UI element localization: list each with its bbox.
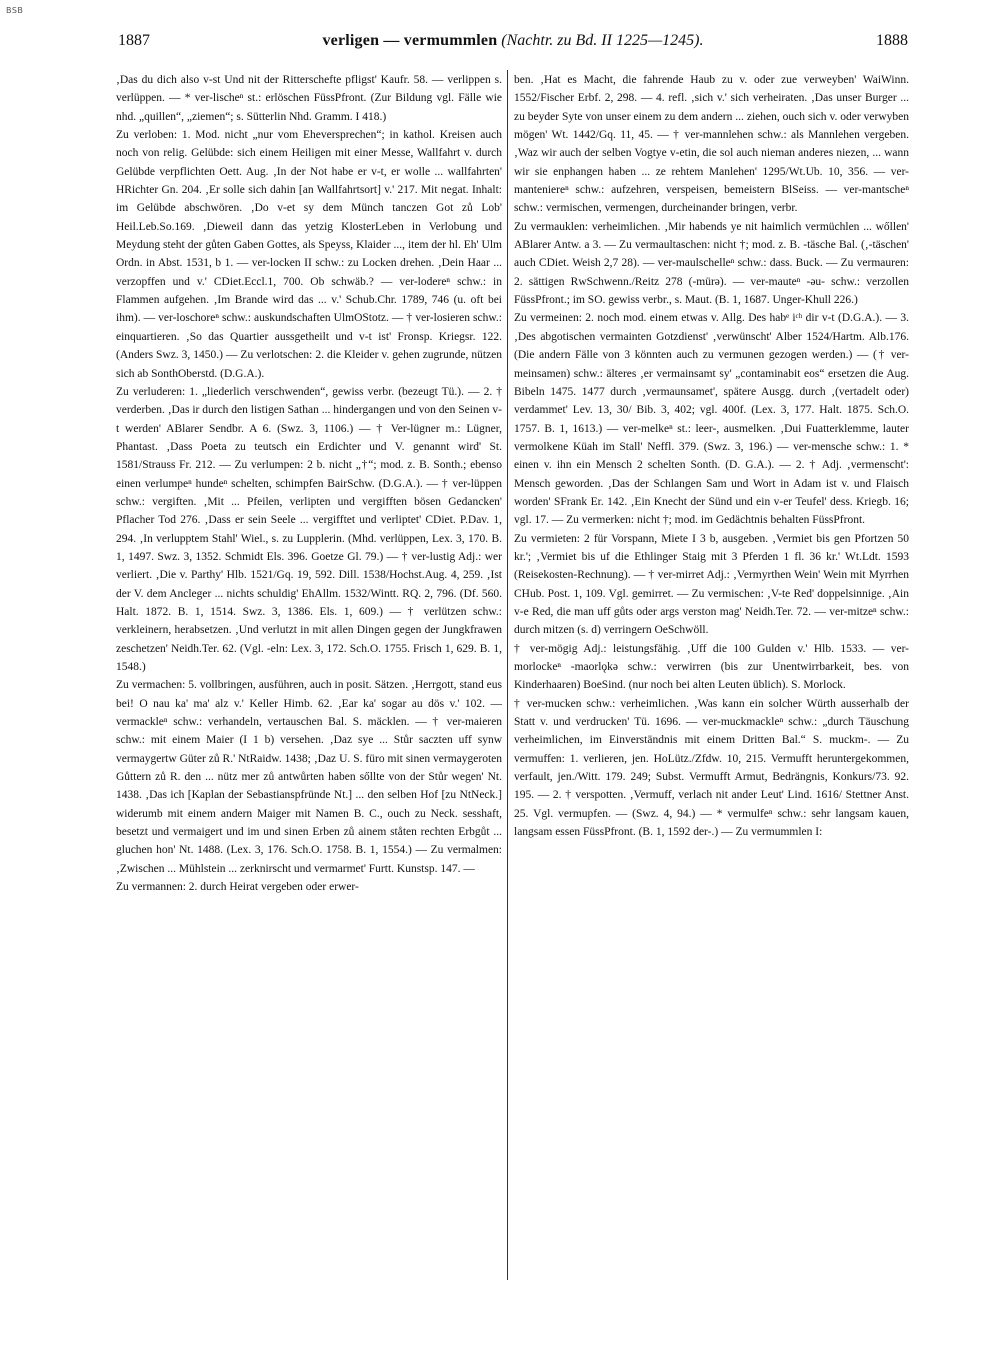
right-column bbox=[514, 71, 909, 841]
entry-range: verligen — vermummlen bbox=[322, 32, 498, 49]
supplement-note: (Nachtr. zu Bd. II 1225—1245). bbox=[501, 32, 704, 49]
column-divider bbox=[507, 70, 508, 1280]
library-watermark: BSB bbox=[6, 6, 24, 15]
page-number-right: 1888 bbox=[876, 32, 908, 49]
right-column-text: ben. ‚Hat es Macht, die fahrende Haub zu v. oder zue verweyben' WaiWinn. 1552/Fischer Erbf. 2, 298. — 4. refl. ‚sich v.' sich verheiraten. ‚Das unser Burger ... zu beyder Syte von unser einem zu dem andern ... ziehen, ouch sich v. oder verwyben mögen' Wt. 1442/Gq. 11, 45. — † ver-mannlehen schw.: als Mannlehen vergeben. ‚Waz wir auch der selben Vogtye v-etin, die sol auch nieman anderes niezen, ... wann wir sie enphangen haben ... ze rehtem Manlehen' 1295/Wt.Ub. 10, 356. — ver-manteniereⁿ schw.: aufzehren, verspeisen, bemeistern BlSeiss. — ver-mantscheⁿ schw.: vermischen, vermengen, durcheinander bringen, verbr. Zu vermauklen: verheimlichen. ‚Mir habends ye nit haimlich vermüchlen ... wőllen' ABlarer Antw. a 3. — Zu vermaultaschen: nicht †; mod. z. B. -täsche Bal. (‚-täschen' auch CDiet. Weish 2,7 28). — ver-maulschelleⁿ schw.: dass. Buck. — Zu vermauren: 2. sättigen RwSchwenn./Reitz 278 (-mürə). — ver-mauteⁿ -əu- schw.: verzollen FüssPfront.; im SO. gewiss verbr., s. Maut. (B. 1, 1687. Unger-Khull 226.) Zu vermeinen: 2. noch mod. einem etwas v. Allg. Des habᵉ iᶜʰ dir v-t (D.G.A.). — 3. ‚Des abgotischen vermainten Gotzdienst' ‚verwünscht' Alber 1524/Hartm. Alb.176. (Die andern Fälle von 3 könnten auch zu vermunen gezogen werden.) — († ver-meinsamen) schw.: älteres ‚er vermainsamt sy' „contaminabit eos“ ersetzen die Aug. Bibeln 1475. 1477 durch ‚vermaunsamet', spätere Ausgg. durch ‚(vertadelt oder) verdammet' Lev. 13, 30/ Bib. 3, 402; vgl. 400f. (Lex. 3, 177. Halt. 1875. Sch.O. 1757. B. 1, 1613.) — ver-melkeⁿ st.: leer-, ausmelken. ‚Dui Fuatterklemme, lauter vermolkene Küah im Stall' Neffl. 379. (Swz. 3, 196.) — ver-mensche schw.: 1. * einen v. ihn ein Mensch 2 schelten Sonth. (D. G.A.). — 2. † Adj. ‚vermenscht': Mensch geworden. ‚Das der Schlangen Sam und Wort in Adam ist v. und Flaisch worden' SFrank Er. 142. ‚Ein Knecht der Sünd und ein v-er Teufel' dess. Kriegb. 16; vgl. 17. — Zu vermerken: nicht †; mod. im Gedächtnis behalten FüssPfront. Zu vermieten: 2 für Vorspann, Miete I 3 b, ausgeben. ‚Vermiet bis gen Pfortzen 50 kr.'; ‚Vermiet bis uf die Ethlinger Staig mit 3 Pferden 1 fl. 36 kr.' Wt.Ldt. 1593 (Reisekosten-Rechnung). — † ver-mirret Adj.: ‚Vermyrthen Wein' Wein mit Myrrhen CHub. Post. 1, 109. Vgl. gemirret. — Zu vermischen: ‚V-te Red' doppelsinnige. ‚Ain v-e Red, die man uff gůts oder args verston mag' Neidh.Ter. 72. — ver-mitzeⁿ schw.: durch mitzen (s. d) verringern OeSchwöll. † ver-mögig Adj.: leistungsfähig. ‚Uff die 100 Gulden v.' Hlb. 1533. — ver-morlockeⁿ -maorlǫkə schw.: verwirren (bis zur Unentwirrbarkeit, bes. von Kinderhaaren) BoeSind. (nur noch bei alten Leuten üblich). S. Morlock. † ver-mucken schw.: verheimlichen. ‚Was kann ein solcher Würth ausserhalb der Statt v. und verdrucken' Tü. 1696. — ver-muckmackleⁿ schw.: „durch Täuschung verheimlichen, im Einverständnis mit einem Dritten Bal.“ S. muckm-. — Zu vermuffen: 1. verlieren, jen. HoLütz./Zfdw. 10, 215. Vermufft heruntergekommen, verfault, jen./Witt. 179. 249; Subst. Vermufft Armut, Bedrängnis, Konkurs/73. 92. 195. — 2. † verspotten. ‚Vermuff, verlach nit ander Leut' Lind. 1616/ Stettner Anst. 25. Vgl. vermupfen. — (Swz. 4, 94.) — * vermulfeⁿ schw.: sehr langsam kauen, langsam essen FüssPfront. (B. 1, 1592 der-.) — Zu vermummlen I: bbox=[514, 74, 909, 839]
left-column-text: ‚Das du dich also v-st Und nit der Ritterschefte pfligst' Kaufr. 58. — verlippen s. verlüppen. — * ver-lischeⁿ st.: erlöschen FüssPfront. (Zur Bildung vgl. Fälle wie nhd. „quillen“, „ziemen“; s. Sütterlin Nhd. Gramm. I 418.) Zu verloben: 1. Mod. nicht „nur vom Eheversprechen“; in kathol. Kreisen auch noch von relig. Gelübde: sich einem Heiligen mit einer Messe, Wallfahrt v. durch Gelübde verpflichten Oett. Aug. ‚In der Not habe er v-t, er wolle ... wallfahrten' HRichter Gn. 204. ‚Er solle sich dahin [an Wallfahrtsort] v.' 217. Mit negat. Inhalt: im Gelübde abschwören. ‚Do v-et sy dem Münch tanczen Got zů Lob' Heil.Leb.So.169. ‚Dieweil dann das yetzig KlosterLeben in Verlobung und Meydung steht der gůten Gaben Gottes, als Speyss, Klaider ..., item der hl. Eh' Ulm Ordn. in Abst. 1531, b 1. — ver-locken II schw.: zu Locken drehen. ‚Dein Haar ... verzopffen und v.' CDiet.Eccl.1, 700. Ob schwäb.? — ver-lodereⁿ schw.: in Flammen aufgehen. ‚Im Brande wird das ... v.' Schub.Chr. 1789, 746 (u. oft bei ihm). — ver-loschoreⁿ schw.: auskundschaften UlmOStotz. — † ver-losieren schw.: einquartieren. ‚So das Quartier aussgetheilt und v-t ist' Fronsp. Kriegsr. 122. (Anders Swz. 3, 1450.) — Zu verlotschen: 2. die Kleider v. gehen zugrunde, nützen sich ab SonthOberstd. (D.G.A.). Zu verluderen: 1. „liederlich verschwenden“, gewiss verbr. (bezeugt Tü.). — 2. † verderben. ‚Das ir durch den listigen Sathan ... hindergangen und von den Seinen v-t werden' ABlarer Sendbr. A 6. (Swz. 3, 1106.) — † Ver-lügner m.: Lügner, Phantast. ‚Dass Poeta zu teutsch ein Erdichter und V. genannt wird' St. 1581/Strauss Fr. 212. — Zu verlumpen: 2 b. nicht „†“; mod. z. B. Sonth.; ebenso einen verlumpeⁿ hundeⁿ schelten, schimpfen BairSchw. (D.G.A.). — † ver-lüppen schw.: vergiften. ‚Mit ... Pfeilen, verlipten und vergifften bösen Gedancken' Pflacher Tod 276. ‚Dass er sein Seele ... vergifftet und verliptet' CDiet. P.Dav. 1, 294. ‚In verlupptem Stahl' Wiel., s. zu Lupplerin. (Mhd. verlüppen, Lex. 3, 170. B. 1, 1497. Swz. 3, 1352. Schmidt Els. 396. Goetze Gl. 79.) — † ver-lustig Adj.: wer verliert. ‚Die v. Parthy' Hlb. 1521/Gq. 19, 592. Dill. 1538/Hochst.Aug. 4, 259. ‚Ist der V. dem Ancleger ... nichts schuldig' EhAllm. 1532/Wintt. RQ. 2, 796. (Df. 560. Halt. 1872. B. 1, 1514. Swz. 3, 1386. Els. 1, 609.) — † verlützen schw.: verkleinern, herabsetzen. ‚Und verlutzt in mit allen Dingen gegen der Jungkfrawen zeschetzen' Neidh.Ter. 62. (Vgl. -eln: Lex. 3, 172. Sch.O. 1755. Frisch 1, 629. B. 1, 1548.) Zu vermachen: 5. vollbringen, ausführen, auch in posit. Sätzen. ‚Herrgott, stand eus bei! O nau ka' ma' alz v.' Keller Himb. 62. ‚Ear ka' sogar au dös v.' 102. — vermackleⁿ schw.: verhandeln, vertauschen Bal. S. mäcklen. — † ver-maieren schw.: mit einem Maier (I 1 b) versehen. ‚Daz sye ... Stůr saczten uff synw vermaygertw Güter zů R.' NtRaidw. 1438; ‚Daz U. S. füro mit sinen vermaygeroten Gůttern zů R. den ... nütz mer zů antwůrten haben sőllte von der Stůr wegen' Nt. 1438. ‚Das ich [Kaplan der Sebastianspfründe Nt.] ... den selben Hof [zu NtNeck.] widerumb mit einem andern Maiger mit Namen B. C., ouch zu Neck. sesshaft, besetzt und vermaigert und im und sinen Erben zů ainem ståten rechten Erbgůt ... gluchen hon' Nt. 1488. (Lex. 3, 176. Sch.O. 1758. B. 1, 1554.) — Zu vermalmen: ‚Zwischen ... Mühlstein ... zerknirscht und vermarmet' Furtt. Kunstsp. 147. — Zu vermannen: 2. durch Heirat vergeben oder erwer- bbox=[116, 74, 502, 894]
running-title bbox=[118, 32, 908, 50]
left-column bbox=[116, 71, 502, 896]
page-header bbox=[118, 32, 908, 56]
page-number-left: 1887 bbox=[118, 32, 150, 49]
